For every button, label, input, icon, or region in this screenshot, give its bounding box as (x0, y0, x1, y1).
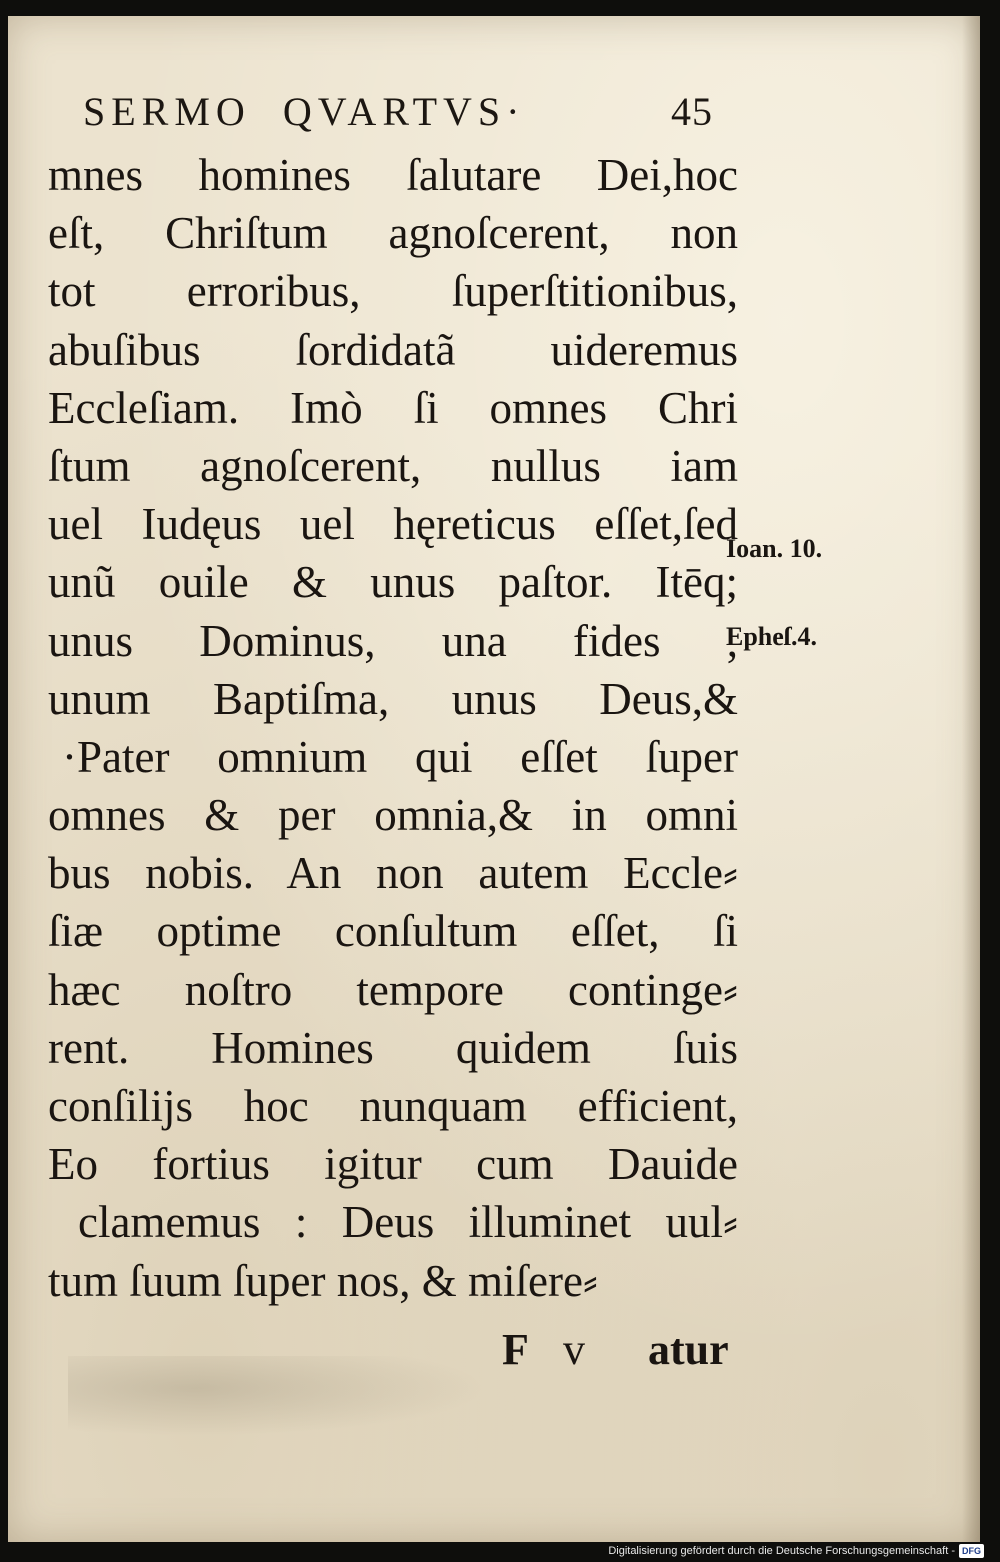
text-line: ſtum agnoſcerent, nullus iam (48, 440, 738, 491)
text-line: ·Pater omnium qui eſſet ſuper (62, 731, 738, 782)
text-line: rent. Homines quidem ſuis (48, 1022, 738, 1073)
text-line: unũ ouile & unus paſtor. Itēq; (48, 557, 738, 608)
margin-note-ioan: Ioan. 10. (726, 534, 823, 563)
catchword: atur (648, 1325, 729, 1374)
text-line: eſt, Chriſtum agnoſcerent, non (48, 208, 738, 259)
margin-note-ephes: Epheſ.4. (726, 622, 818, 651)
show-through-ink (68, 1356, 488, 1436)
text-line: unus Dominus, una fides , (48, 615, 738, 666)
text-line: tum ſuum ſuper nos, & miſere⸗ (48, 1255, 598, 1306)
text-line: tot erroribus, ſuperſtitionibus, (48, 266, 738, 317)
body-text (48, 146, 738, 1310)
text-line: conſilijs hoc nunquam efficient, (48, 1081, 738, 1131)
text-line: mnes homines ſalutare Dei,hoc (48, 150, 738, 200)
footer-credit: Digitalisierung gefördert durch die Deutsche Forschungsgemeinschaft - (608, 1545, 955, 1557)
book-page (8, 16, 980, 1542)
running-title: SERMO QVARTVS· (83, 89, 526, 134)
text-line: hæc noſtro tempore continge⸗ (48, 964, 738, 1015)
running-header (83, 88, 713, 140)
text-line: unum Baptiſma, unus Deus,& (48, 673, 738, 724)
dfg-logo: DFG (959, 1544, 984, 1558)
text-line: Eo fortius igitur cum Dauide (48, 1139, 738, 1190)
text-line: Eccleſiam. Imò ſi omnes Chri (48, 382, 738, 433)
digitization-footer (608, 1542, 984, 1560)
page-edge-shadow (962, 16, 980, 1542)
text-line: uel Iudęus uel hęreticus eſſet,ſed (48, 499, 738, 550)
text-line: bus nobis. An non autem Eccle⸗ (48, 848, 738, 899)
text-line: abuſibus ſordidatã uideremus (48, 324, 738, 375)
page-number: 45 (671, 89, 713, 134)
text-line: ſiæ optime conſultum eſſet, ſi (48, 906, 738, 957)
signature-mark-f: F (502, 1325, 529, 1374)
text-line: omnes & per omnia,& in omni (48, 790, 738, 841)
signature-mark-v: v (563, 1325, 585, 1374)
text-line: clamemus : Deus illuminet uul⸗ (78, 1197, 738, 1248)
